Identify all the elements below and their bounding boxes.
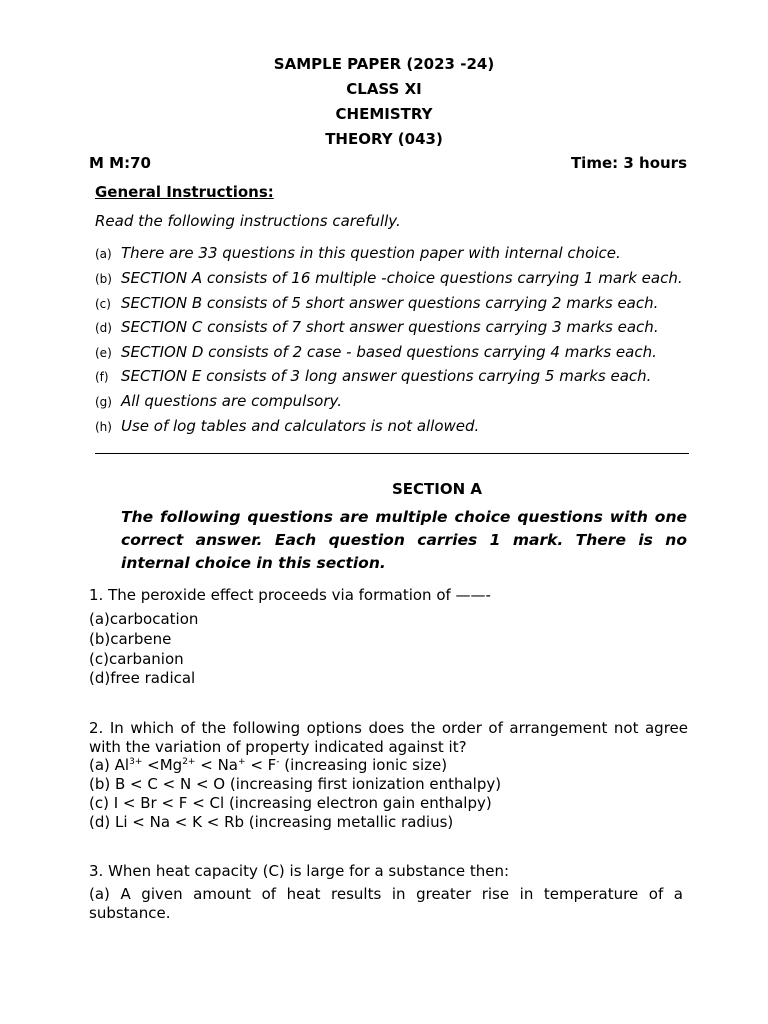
class-name: CLASS XI: [346, 80, 422, 98]
paper-title: SAMPLE PAPER (2023 -24): [273, 55, 495, 73]
q2a-mg-charge: 2+: [182, 757, 196, 767]
question-2-text: 2. In which of the following options does the order of arrangement not agree with the variation of property indicated against it?: [89, 719, 688, 756]
instruction-text: There are 33 questions in this question paper with internal choice.: [121, 244, 621, 262]
instruction-label: (g): [95, 395, 112, 409]
instruction-text: SECTION D consists of 2 case - based questions carrying 4 marks each.: [121, 343, 657, 361]
q2a-prefix: (a) Al: [89, 756, 130, 774]
instruction-label: (f): [95, 370, 109, 384]
instruction-item: [95, 367, 651, 386]
q2a-al-charge: 3+: [129, 757, 143, 767]
instruction-label: (d): [95, 321, 112, 335]
section-a-note: The following questions are multiple choice questions with one correct answer. Each question carries 1 mark. There is no internal choice in this section.: [121, 508, 687, 572]
instruction-text: Use of log tables and calculators is not allowed.: [121, 417, 480, 435]
q2a-na-charge: +: [238, 757, 246, 767]
question-1-text: 1. The peroxide effect proceeds via formation of ——-: [89, 586, 491, 604]
general-instructions-title: General Instructions:: [95, 183, 274, 201]
instruction-text: SECTION C consists of 7 short answer questions carrying 3 marks each.: [121, 318, 659, 336]
instruction-label: (c): [95, 297, 111, 311]
q2a-suffix: (increasing ionic size): [279, 756, 448, 774]
subject-name: CHEMISTRY: [335, 105, 433, 123]
question-1-option: (a)carbocation: [89, 610, 199, 628]
time-allowed: Time: 3 hours: [570, 154, 687, 172]
instruction-item: [95, 417, 479, 436]
divider-line: [95, 453, 689, 454]
q2a-mid3: < F: [245, 756, 277, 774]
instruction-item: [95, 244, 621, 263]
question-2-option-c: (c) I < Br < F < Cl (increasing electron gain enthalpy): [89, 794, 492, 812]
instruction-text: SECTION E consists of 3 long answer questions carrying 5 marks each.: [121, 367, 652, 385]
q2a-mid1: <Mg: [142, 756, 183, 774]
question-1-option: (b)carbene: [89, 630, 172, 648]
instruction-item: [95, 269, 683, 288]
instructions-read-note: Read the following instructions carefully.: [95, 212, 401, 230]
instruction-item: [95, 343, 657, 362]
instruction-text: All questions are compulsory.: [121, 392, 342, 410]
question-3-option-a: (a) A given amount of heat results in greater rise in temperature of a substance.: [89, 885, 683, 922]
instruction-item: [95, 294, 658, 313]
instruction-label: (h): [95, 420, 112, 434]
max-marks: M M:70: [89, 154, 151, 172]
q2a-f-charge: -: [276, 757, 280, 767]
question-3-text: 3. When heat capacity (C) is large for a substance then:: [89, 862, 510, 880]
instruction-item: [95, 392, 342, 411]
instruction-label: (a): [95, 247, 112, 261]
instruction-label: (e): [95, 346, 112, 360]
instruction-label: (b): [95, 272, 112, 286]
question-2-option-d: (d) Li < Na < K < Rb (increasing metallic radius): [89, 813, 454, 831]
theory-code: THEORY (043): [325, 130, 443, 148]
question-1-option: (c)carbanion: [89, 650, 184, 668]
question-2-option-a: [89, 756, 447, 775]
question-2-option-b: (b) B < C < N < O (increasing first ionization enthalpy): [89, 775, 502, 793]
instruction-text: SECTION B consists of 5 short answer questions carrying 2 marks each.: [121, 294, 659, 312]
instruction-item: [95, 318, 659, 337]
question-1-option: (d)free radical: [89, 669, 196, 687]
q2a-mid2: < Na: [195, 756, 238, 774]
section-a-title: SECTION A: [391, 480, 482, 498]
instruction-text: SECTION A consists of 16 multiple -choice questions carrying 1 mark each.: [121, 269, 683, 287]
